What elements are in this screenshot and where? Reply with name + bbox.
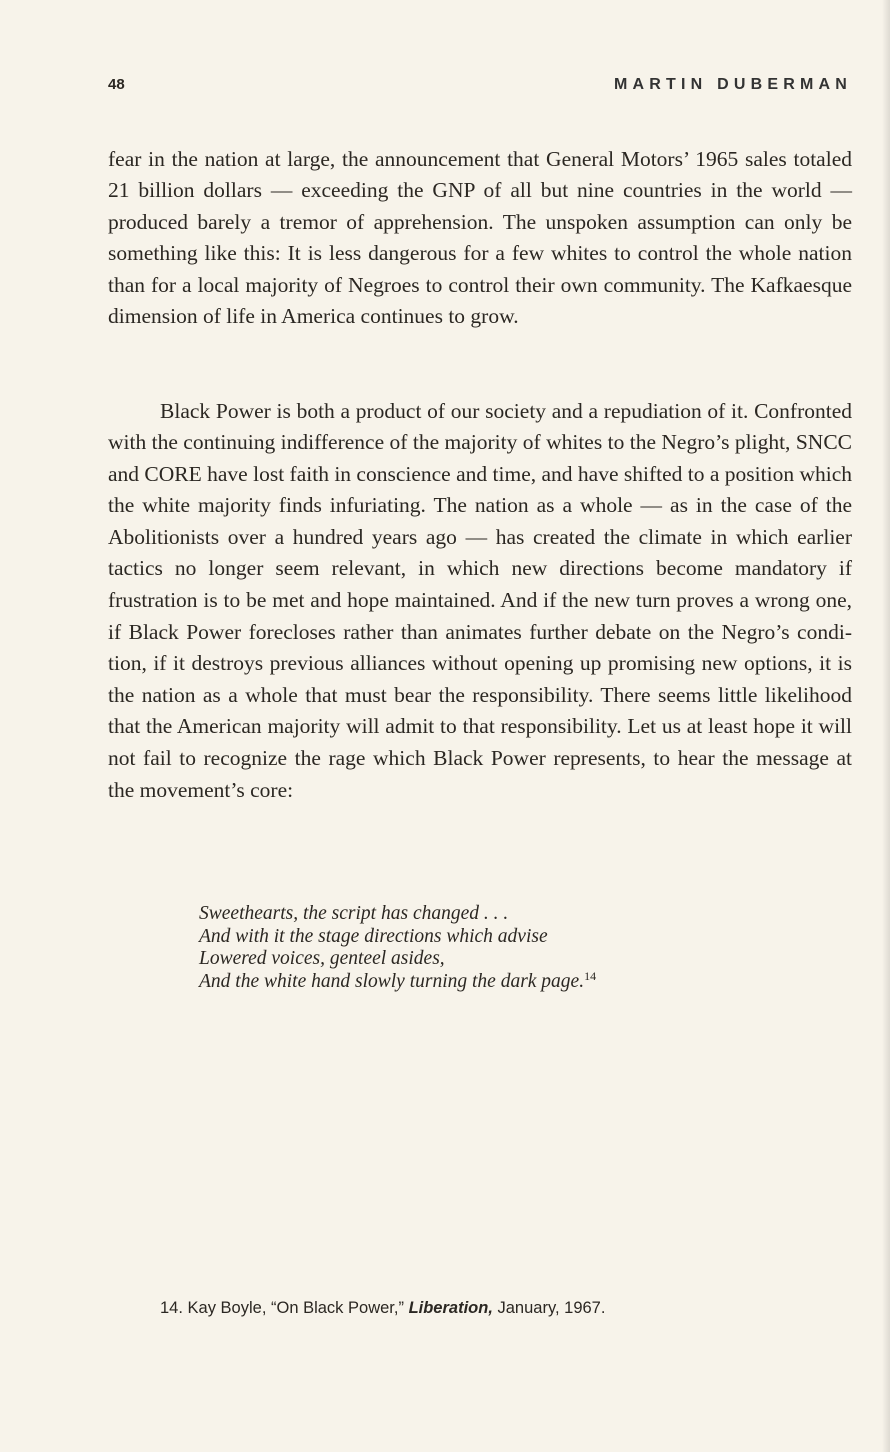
paragraph-1: fear in the nation at large, the announcement that General Motors’ 1965 sales totaled 21 billion dollars — exceeding the GNP of all but nine countries in the world — produced barely a tremor of apprehension. The unspoken assumption can only be something like this: It is less dangerous for a few whites to control the whole nation than for a local majority of Negroes to control their own community. The Kafkaesque dimension of life in America continues to grow. [108,146,852,329]
poem-quotation [199,903,839,993]
poem-line: And with it the stage directions which advise [199,925,548,947]
poem-line: Lowered voices, genteel asides, [199,948,445,969]
running-head-author: MARTIN DUBERMAN [614,76,852,93]
poem-line-last [199,968,839,994]
poem-line-text: And the white hand slowly turning the dark page. [199,970,585,992]
page-number: 48 [108,76,125,93]
footnote-number: 14. [160,1299,183,1317]
footnote-author: Kay Boyle, [187,1299,267,1317]
page-edge-shadow [882,0,890,1452]
running-head [108,72,852,98]
footnote-title: “On Black Power,” [271,1299,404,1317]
footnote-journal: Liberation, [408,1299,493,1317]
footnote [160,1296,860,1320]
paragraph-2: Black Power is both a product of our society and a repudiation of it. Confronted with the continuing indifference of the majority of whites to the Negro’s plight, SNCC and CORE have lost faith in conscience and time, and have shifted to a position which the white majority finds infuriating. The nation as a whole — as in the case of the Abolitionists over a hundred years ago — has created the climate in which earlier tactics no longer seem relevant, in which new directions become mandatory if frustration is to be met and hope maintained. And if the new turn proves a wrong one, if Black Power forecloses rather than animates further debate on the Negro’s condition, if it destroys previous alliances without opening up promising new options, it is the nation as a whole that must bear the responsibility. There seems little likelihood that the American majority will admit to that responsibility. Let us at least hope it will not fail to recognize the rage which Black Power represents, to hear the message at the movement’s core: [108,398,852,802]
footnote-date: January, 1967. [497,1299,606,1317]
footnote-reference: 14 [584,968,597,983]
poem-line: Sweethearts, the script has changed . . . [199,903,509,924]
